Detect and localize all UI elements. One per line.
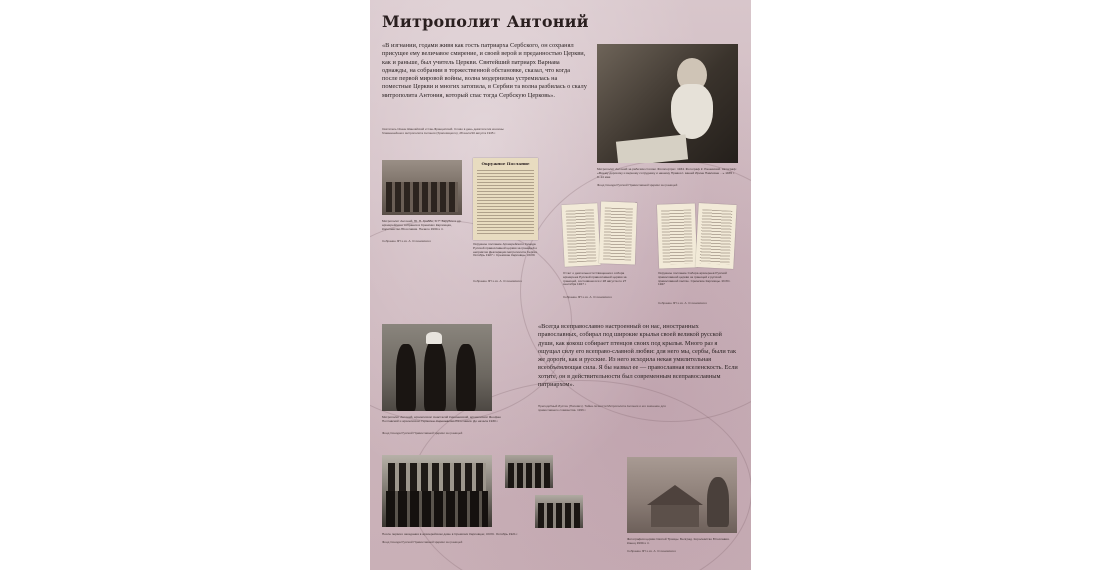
document-text-lines bbox=[603, 208, 633, 261]
council-group-photo bbox=[382, 455, 492, 527]
church-walls bbox=[651, 505, 699, 527]
church-photo-credit: Собрание ЗП.з.из. А. Стояновского bbox=[627, 549, 677, 553]
document-epistle-left-page bbox=[657, 203, 697, 268]
small-group-photo-bottom bbox=[535, 495, 583, 528]
council-photo-caption: После первого заседания в архиерейском доме в Сремских Карловцах, КСХС. Октябрь 1921 г. bbox=[382, 532, 519, 536]
document-encyclical bbox=[473, 158, 538, 240]
portrait-beard bbox=[671, 84, 713, 139]
document-encyclical-caption: Окружное послание Архиерейского Синода Русской православной церкви за границей о неприятии Декларации митрополита Сергия. Октябрь 1927 г. Сремские Карловцы. КСХС bbox=[473, 242, 538, 258]
document-text-lines bbox=[477, 170, 534, 236]
bishop-figure bbox=[396, 344, 416, 411]
group-photo-clergy bbox=[382, 160, 462, 215]
council-photo-credit: Фонд Синода Русской Православной Церкви за границей bbox=[382, 540, 463, 544]
exhibition-poster bbox=[370, 0, 751, 570]
quote2-source: Преподобный Иустин (Попович). Тайна личности Митрополита Антония и его значение для православного славянства. 1936 г. bbox=[538, 404, 666, 412]
group-photo-people-row bbox=[386, 182, 458, 212]
bishops-photo-caption: Митрополит Антоний, архиепископ Анастасий Кишиневский, архиепископ Феофан Полтавский и архиепископ Гермоген. Королевство Югославия. До начала 1930 г. bbox=[382, 415, 501, 423]
document-text-lines bbox=[566, 209, 597, 262]
bishop-figure bbox=[424, 340, 446, 411]
church-tree bbox=[707, 477, 729, 527]
council-back-row bbox=[388, 463, 486, 491]
bishops-photo bbox=[382, 324, 492, 411]
document-council-report-credit: Собрание ЗП.з.из. А. Стояновского bbox=[563, 295, 613, 299]
small-group-photo-top bbox=[505, 455, 553, 488]
document-encyclical-credit: Собрание ЗП.з.из. А. Стояновского bbox=[473, 279, 523, 283]
document-epistle-credit: Собрание ЗП.з.из. А. Стояновского bbox=[658, 301, 708, 305]
page-title: Митрополит Антоний bbox=[382, 12, 589, 31]
small-group-people bbox=[538, 503, 580, 528]
document-epistle-caption: Окружное послание Собора архиереев Русской православной церкви за границей к русской православной пастве. Сремские Карловцы. КСХС. 1927 bbox=[658, 271, 731, 287]
bishop-figure bbox=[456, 344, 476, 411]
bishop-klobuk bbox=[426, 332, 442, 344]
document-text-lines bbox=[661, 209, 693, 264]
document-epistle-right-page bbox=[695, 203, 736, 269]
document-heading: Окружное Послание bbox=[481, 161, 530, 166]
portrait-desk-paper bbox=[616, 134, 688, 163]
quote-source: Святитель Иоанн Шанхайский и Сан-Францисский. Слово в день девятилетия кончины блаженнейшего митрополита Антония (Храповицкого), 28 июля/10 августа 1945 г. bbox=[382, 127, 504, 135]
document-text-lines bbox=[700, 209, 733, 264]
bishops-photo-credit: Фонд Синода Русской Православной Церкви за границей bbox=[382, 431, 463, 435]
church-photo bbox=[627, 457, 737, 533]
church-roof bbox=[647, 485, 703, 505]
group-photo-caption: Митрополит Антоний, Ю. П. Граббе, А. Г. Зарубин и др. архиерейского собрания в Сремских Карловцах, Королевство Югославия. Начало 1930-х гг. bbox=[382, 219, 462, 231]
group-photo-credit: Собрание ЗП.з.из. А. Стояновского bbox=[382, 239, 432, 243]
council-front-row bbox=[386, 491, 488, 527]
church-photo-caption: Фотография церкви Святой Троицы. Белград. Королевство Югославия. Конец 1930-х гг. bbox=[627, 537, 730, 545]
quote-metropolitan-john: «В изгнании, годами живя как гость патриарха Сербского, он сохранял присущее ему величавое смирение, и своей верой и преданностью Церкви, как и раньше, был учитель Церкви. Святейший патриарх Варнава однажды, на собрании в торжественной обстановке, сказал, что когда после первой мировой войны, волна модернизма устремилась на поместные Церкви и многих затопила, в Сербии та волна разбилась о скалу митрополита Антония, который спас тогда Сербскую Церковь». bbox=[382, 42, 587, 99]
document-council-report-caption: Отчет о деятельности Священного собора архиереев Русской православной церкви за границей, состоявшегося с 28 августа по 27 сентября 1927 г. bbox=[563, 271, 627, 287]
document-council-report-left-page bbox=[561, 203, 600, 267]
portrait-photo bbox=[597, 44, 738, 163]
document-council-report-right-page bbox=[599, 201, 637, 264]
small-group-people bbox=[508, 463, 550, 488]
portrait-credit: Фонд Синода Русской Православной Церкви за границей bbox=[597, 183, 678, 187]
portrait-caption: Митрополит Антоний за рабочим столом. Фотопортрет. 1934. Фотограф К. Рашевский. Автограф: «Моему дорогому и верному сотруднику и нашему Правосл. вашей Ирине Павловне ...» 1935 г. 9–14 мая bbox=[597, 167, 737, 179]
quote-justin-popovich: «Всегда всеправославно настроенный он нас, иностранных православных, собирал под широкие крылья своей великой русской души, как кокош собирает птенцов своих под крылья. Много раз я ощущал силу его всеправо-славной любви: для него мы, сербы, были так же дороги, как и русские. Из него исходила некая умилительная всеобъемлющая сила. Я бы назвал ее — православная вселенскость. Если хотите, он в действительности был современным всеправославным патриархом». bbox=[538, 323, 738, 389]
